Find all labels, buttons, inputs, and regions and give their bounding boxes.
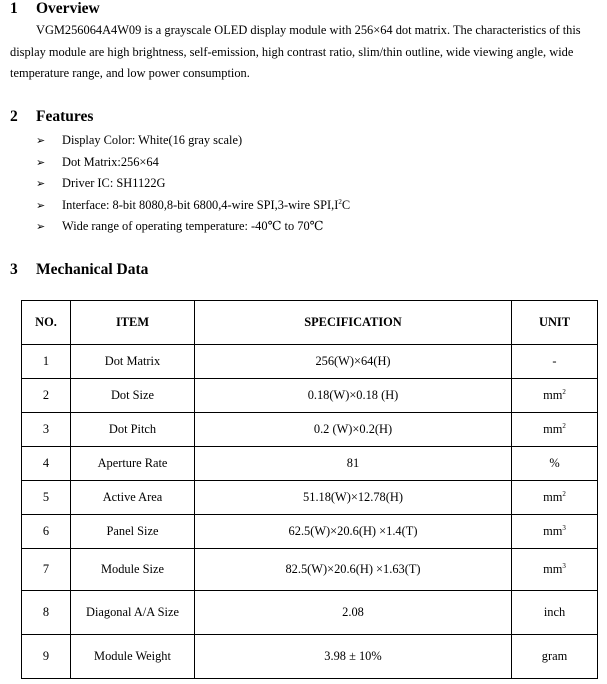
section-title: Mechanical Data: [36, 261, 149, 278]
section-number: 1: [10, 0, 18, 17]
cell-specification: 0.2 (W)×0.2(H): [195, 413, 512, 447]
table-body: [22, 345, 598, 679]
unit-superscript: 3: [562, 524, 566, 532]
cell-item: Panel Size: [71, 515, 195, 549]
cell-unit: [512, 515, 598, 549]
table-row: [22, 481, 598, 515]
cell-item: Diagonal A/A Size: [71, 591, 195, 635]
cell-no: 4: [22, 447, 71, 481]
cell-no: 9: [22, 635, 71, 679]
section-title: Overview: [36, 0, 100, 17]
table-row: [22, 515, 598, 549]
feature-text-tail: C: [341, 197, 351, 212]
cell-specification: 2.08: [195, 591, 512, 635]
unit-text: mm: [543, 562, 563, 576]
table-row: [22, 413, 598, 447]
feature-text: Interface: 8-bit 8080,8-bit 6800,4-wire SPI,3-wire SPI,I: [62, 197, 339, 212]
feature-item: [36, 130, 350, 152]
cell-unit: [512, 345, 598, 379]
feature-text: Driver IC: SH1122G: [62, 176, 166, 190]
table-row: [22, 635, 598, 679]
unit-text: %: [549, 456, 560, 470]
unit-superscript: 2: [562, 422, 566, 430]
cell-unit: [512, 447, 598, 481]
table-row: [22, 591, 598, 635]
arrow-bullet-icon: ➢: [36, 177, 46, 190]
cell-item: Dot Size: [71, 379, 195, 413]
cell-specification: 82.5(W)×20.6(H) ×1.63(T): [195, 549, 512, 591]
cell-unit: [512, 549, 598, 591]
cell-unit: [512, 379, 598, 413]
cell-no: 6: [22, 515, 71, 549]
superscript: 2: [338, 197, 342, 206]
section-heading-features: [10, 108, 93, 126]
cell-unit: [512, 413, 598, 447]
cell-no: 7: [22, 549, 71, 591]
arrow-bullet-icon: ➢: [36, 155, 46, 169]
cell-specification: 81: [195, 447, 512, 481]
cell-item: Dot Matrix: [71, 345, 195, 379]
cell-item: Dot Pitch: [71, 413, 195, 447]
unit-superscript: 2: [562, 490, 566, 498]
unit-text: mm: [543, 422, 563, 436]
feature-text: Dot Matrix:256×64: [62, 154, 159, 169]
unit-text: mm: [543, 524, 563, 538]
cell-unit: [512, 481, 598, 515]
cell-specification: 51.18(W)×12.78(H): [195, 481, 512, 515]
unit-text: gram: [541, 649, 568, 663]
feature-item: [36, 216, 350, 238]
cell-no: 1: [22, 345, 71, 379]
cell-no: 2: [22, 379, 71, 413]
cell-unit: [512, 591, 598, 635]
cell-specification: 0.18(W)×0.18 (H): [195, 379, 512, 413]
header-no: NO.: [22, 301, 71, 345]
feature-list: [36, 130, 350, 238]
cell-unit: [512, 635, 598, 679]
cell-specification: 62.5(W)×20.6(H) ×1.4(T): [195, 515, 512, 549]
cell-item: Aperture Rate: [71, 447, 195, 481]
header-unit: UNIT: [512, 301, 598, 345]
feature-item: [36, 173, 350, 195]
feature-item: [36, 195, 350, 217]
overview-paragraph: VGM256064A4W09 is a grayscale OLED display module with 256×64 dot matrix. The characteristics of this display module are high brightness, self-emission, high contrast ratio, slim/thin outline, wide viewing angle, wide temperature range, and low power consumption.: [10, 23, 581, 80]
section-heading-overview: [10, 0, 100, 18]
cell-item: Active Area: [71, 481, 195, 515]
section-heading-mechanical: [10, 261, 148, 279]
table-row: [22, 447, 598, 481]
feature-item: [36, 152, 350, 174]
table-row: [22, 549, 598, 591]
feature-text: Display Color: White(16 gray scale): [62, 133, 243, 147]
header-item: ITEM: [71, 301, 195, 345]
cell-no: 8: [22, 591, 71, 635]
arrow-bullet-icon: ➢: [36, 198, 46, 212]
cell-item: Module Size: [71, 549, 195, 591]
feature-text: Wide range of operating temperature: -40℃ to 70℃: [62, 219, 324, 233]
section-number: 3: [10, 261, 18, 278]
arrow-bullet-icon: ➢: [36, 134, 46, 147]
cell-no: 5: [22, 481, 71, 515]
mechanical-data-table: [21, 300, 598, 679]
unit-superscript: 2: [562, 388, 566, 396]
unit-text: mm: [543, 388, 563, 402]
unit-text: mm: [543, 490, 563, 504]
unit-text: -: [552, 354, 557, 368]
arrow-bullet-icon: ➢: [36, 220, 46, 233]
cell-specification: 3.98 ± 10%: [195, 635, 512, 679]
cell-item: Module Weight: [71, 635, 195, 679]
unit-text: inch: [543, 605, 566, 619]
table-row: [22, 345, 598, 379]
table-row: [22, 379, 598, 413]
table-header-row: [22, 301, 598, 345]
section-title: Features: [36, 108, 94, 125]
cell-specification: 256(W)×64(H): [195, 345, 512, 379]
header-specification: SPECIFICATION: [195, 301, 512, 345]
section-number: 2: [10, 108, 18, 125]
unit-superscript: 3: [562, 562, 566, 570]
cell-no: 3: [22, 413, 71, 447]
